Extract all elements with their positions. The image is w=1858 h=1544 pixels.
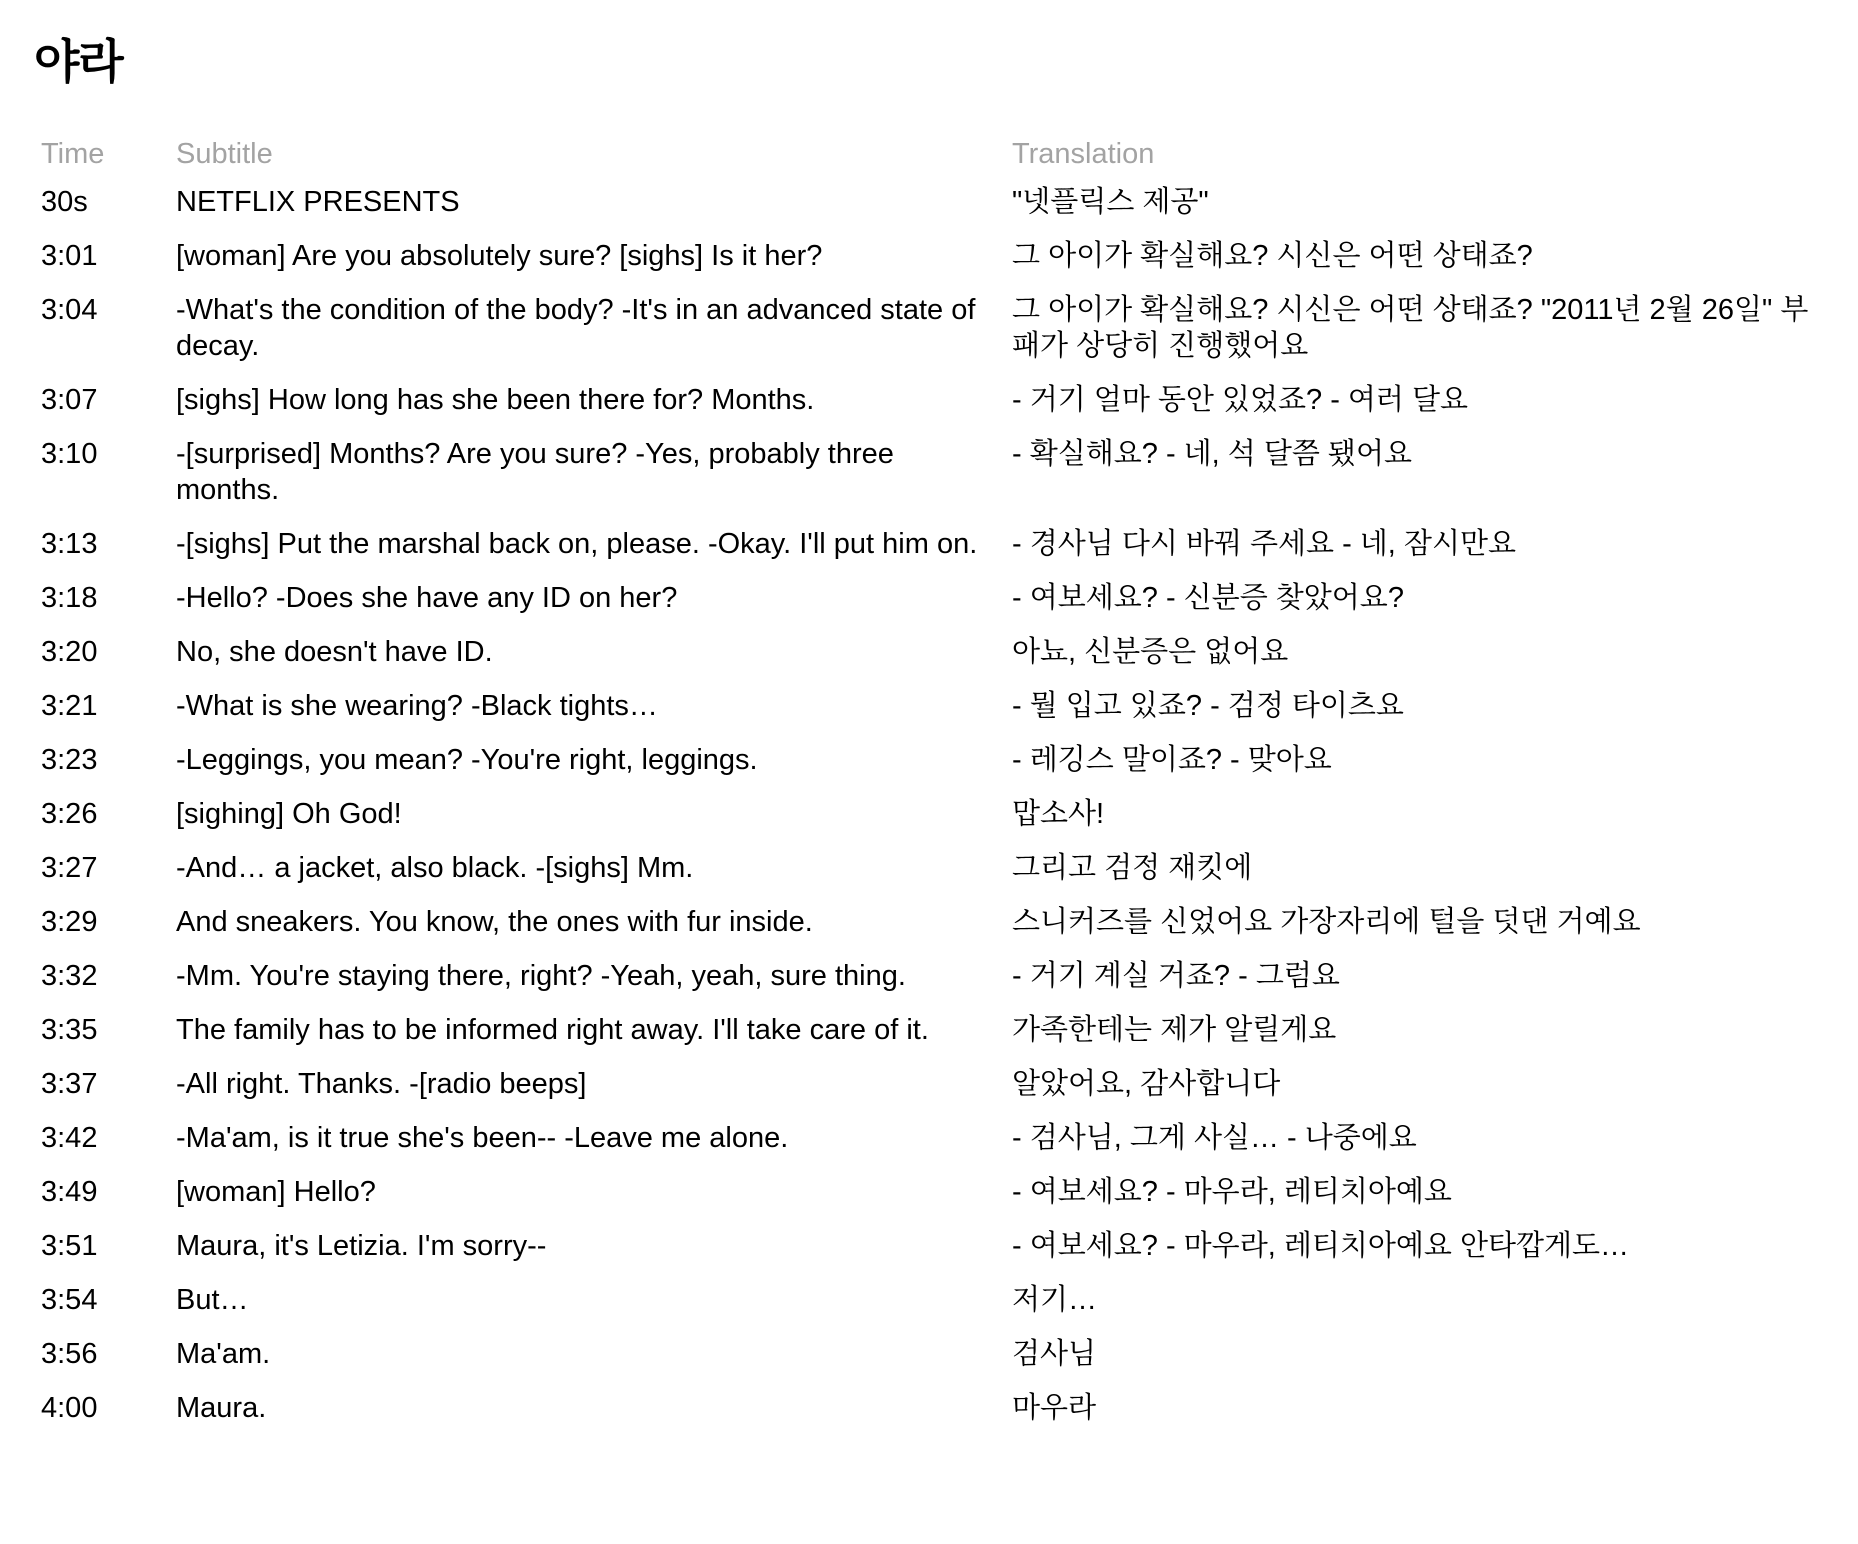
table-row [34, 688, 1834, 742]
row-time: 3:29 [41, 906, 98, 938]
page-title: 야라 [34, 35, 123, 88]
row-subtitle: Maura, it's Letizia. I'm sorry-- [176, 1230, 547, 1262]
table-body [34, 184, 1834, 1444]
row-subtitle: -And… a jacket, also black. -[sighs] Mm. [176, 852, 694, 884]
row-subtitle: And sneakers. You know, the ones with fur inside. [176, 906, 813, 938]
row-subtitle: -Hello? -Does she have any ID on her? [176, 582, 678, 614]
row-time: 3:32 [41, 960, 98, 992]
table-row [34, 904, 1834, 958]
table-row [34, 184, 1834, 238]
row-translation: 맙소사! [1012, 798, 1105, 830]
subtitle-table [34, 138, 1834, 1444]
row-translation: 아뇨, 신분증은 없어요 [1012, 636, 1289, 668]
table-row [34, 958, 1834, 1012]
row-translation: 그 아이가 확실해요? 시신은 어떤 상태죠? "2011년 2월 26일" 부패가 상당히 진행했어요 [1012, 294, 1809, 362]
row-subtitle: No, she doesn't have ID. [176, 636, 493, 668]
row-translation: - 여보세요? - 마우라, 레티치아예요 [1012, 1176, 1452, 1208]
row-time: 3:23 [41, 744, 98, 776]
row-subtitle: -Ma'am, is it true she's been-- -Leave me alone. [176, 1122, 789, 1154]
row-time: 3:51 [41, 1230, 98, 1262]
table-row [34, 292, 1834, 382]
row-subtitle: Maura. [176, 1392, 267, 1424]
table-row [34, 1390, 1834, 1444]
row-translation: - 여보세요? - 마우라, 레티치아예요 안타깝게도… [1012, 1230, 1630, 1262]
table-header [34, 138, 1834, 184]
table-row [34, 580, 1834, 634]
table-row [34, 526, 1834, 580]
row-translation: 그리고 검정 재킷에 [1012, 852, 1253, 884]
row-time: 3:20 [41, 636, 98, 668]
table-row [34, 238, 1834, 292]
table-row [34, 796, 1834, 850]
table-row [34, 436, 1834, 526]
column-header-time: Time [41, 138, 105, 170]
row-subtitle: -What is she wearing? -Black tights… [176, 690, 658, 722]
table-row [34, 1012, 1834, 1066]
column-header-translation: Translation [1012, 138, 1155, 170]
row-subtitle: [sighing] Oh God! [176, 798, 402, 830]
row-time: 3:49 [41, 1176, 98, 1208]
row-subtitle: -[surprised] Months? Are you sure? -Yes, probably three months. [176, 438, 894, 506]
row-translation: 검사님 [1012, 1338, 1097, 1370]
row-translation: - 확실해요? - 네, 석 달쯤 됐어요 [1012, 438, 1412, 470]
table-row [34, 1066, 1834, 1120]
table-row [34, 634, 1834, 688]
table-row [34, 382, 1834, 436]
row-translation: - 뭘 입고 있죠? - 검정 타이츠요 [1012, 690, 1404, 722]
row-subtitle: -What's the condition of the body? -It's in an advanced state of decay. [176, 294, 976, 362]
row-time: 4:00 [41, 1392, 98, 1424]
row-subtitle: [woman] Hello? [176, 1176, 376, 1208]
row-subtitle: [woman] Are you absolutely sure? [sighs] Is it her? [176, 240, 823, 272]
row-translation: - 레깅스 말이죠? - 맞아요 [1012, 744, 1332, 776]
row-time: 30s [41, 186, 88, 218]
row-subtitle: NETFLIX PRESENTS [176, 186, 460, 218]
row-subtitle: The family has to be informed right away. I'll take care of it. [176, 1014, 929, 1046]
table-row [34, 1282, 1834, 1336]
row-subtitle: -[sighs] Put the marshal back on, please. -Okay. I'll put him on. [176, 528, 978, 560]
row-subtitle: -Leggings, you mean? -You're right, leggings. [176, 744, 758, 776]
row-time: 3:56 [41, 1338, 98, 1370]
row-time: 3:21 [41, 690, 98, 722]
row-subtitle: -Mm. You're staying there, right? -Yeah, yeah, sure thing. [176, 960, 906, 992]
table-row [34, 850, 1834, 904]
row-translation: - 여보세요? - 신분증 찾았어요? [1012, 582, 1404, 614]
header-row [34, 138, 1834, 184]
row-translation: 알았어요, 감사합니다 [1012, 1068, 1281, 1100]
row-translation: - 경사님 다시 바꿔 주세요 - 네, 잠시만요 [1012, 528, 1516, 560]
row-time: 3:18 [41, 582, 98, 614]
row-subtitle: But… [176, 1284, 249, 1316]
table-row [34, 1336, 1834, 1390]
row-subtitle: [sighs] How long has she been there for? Months. [176, 384, 815, 416]
row-time: 3:10 [41, 438, 98, 470]
table-row [34, 1174, 1834, 1228]
row-time: 3:07 [41, 384, 98, 416]
row-translation: - 거기 계실 거죠? - 그럼요 [1012, 960, 1340, 992]
row-subtitle: -All right. Thanks. -[radio beeps] [176, 1068, 587, 1100]
row-time: 3:27 [41, 852, 98, 884]
row-time: 3:04 [41, 294, 98, 326]
row-translation: 스니커즈를 신었어요 가장자리에 털을 덧댄 거예요 [1012, 906, 1641, 938]
column-header-subtitle: Subtitle [176, 138, 273, 170]
row-translation: - 검사님, 그게 사실… - 나중에요 [1012, 1122, 1417, 1154]
table-row [34, 1120, 1834, 1174]
row-time: 3:26 [41, 798, 98, 830]
row-translation: 가족한테는 제가 알릴게요 [1012, 1014, 1337, 1046]
row-time: 3:54 [41, 1284, 98, 1316]
row-subtitle: Ma'am. [176, 1338, 271, 1370]
row-translation: - 거기 얼마 동안 있었죠? - 여러 달요 [1012, 384, 1469, 416]
row-translation: "넷플릭스 제공" [1012, 186, 1209, 218]
row-translation: 마우라 [1012, 1392, 1097, 1424]
row-translation: 그 아이가 확실해요? 시신은 어떤 상태죠? [1012, 240, 1533, 272]
row-time: 3:42 [41, 1122, 98, 1154]
table-row [34, 1228, 1834, 1282]
row-translation: 저기… [1012, 1284, 1098, 1316]
row-time: 3:01 [41, 240, 98, 272]
table-row [34, 742, 1834, 796]
row-time: 3:35 [41, 1014, 98, 1046]
row-time: 3:13 [41, 528, 98, 560]
row-time: 3:37 [41, 1068, 98, 1100]
